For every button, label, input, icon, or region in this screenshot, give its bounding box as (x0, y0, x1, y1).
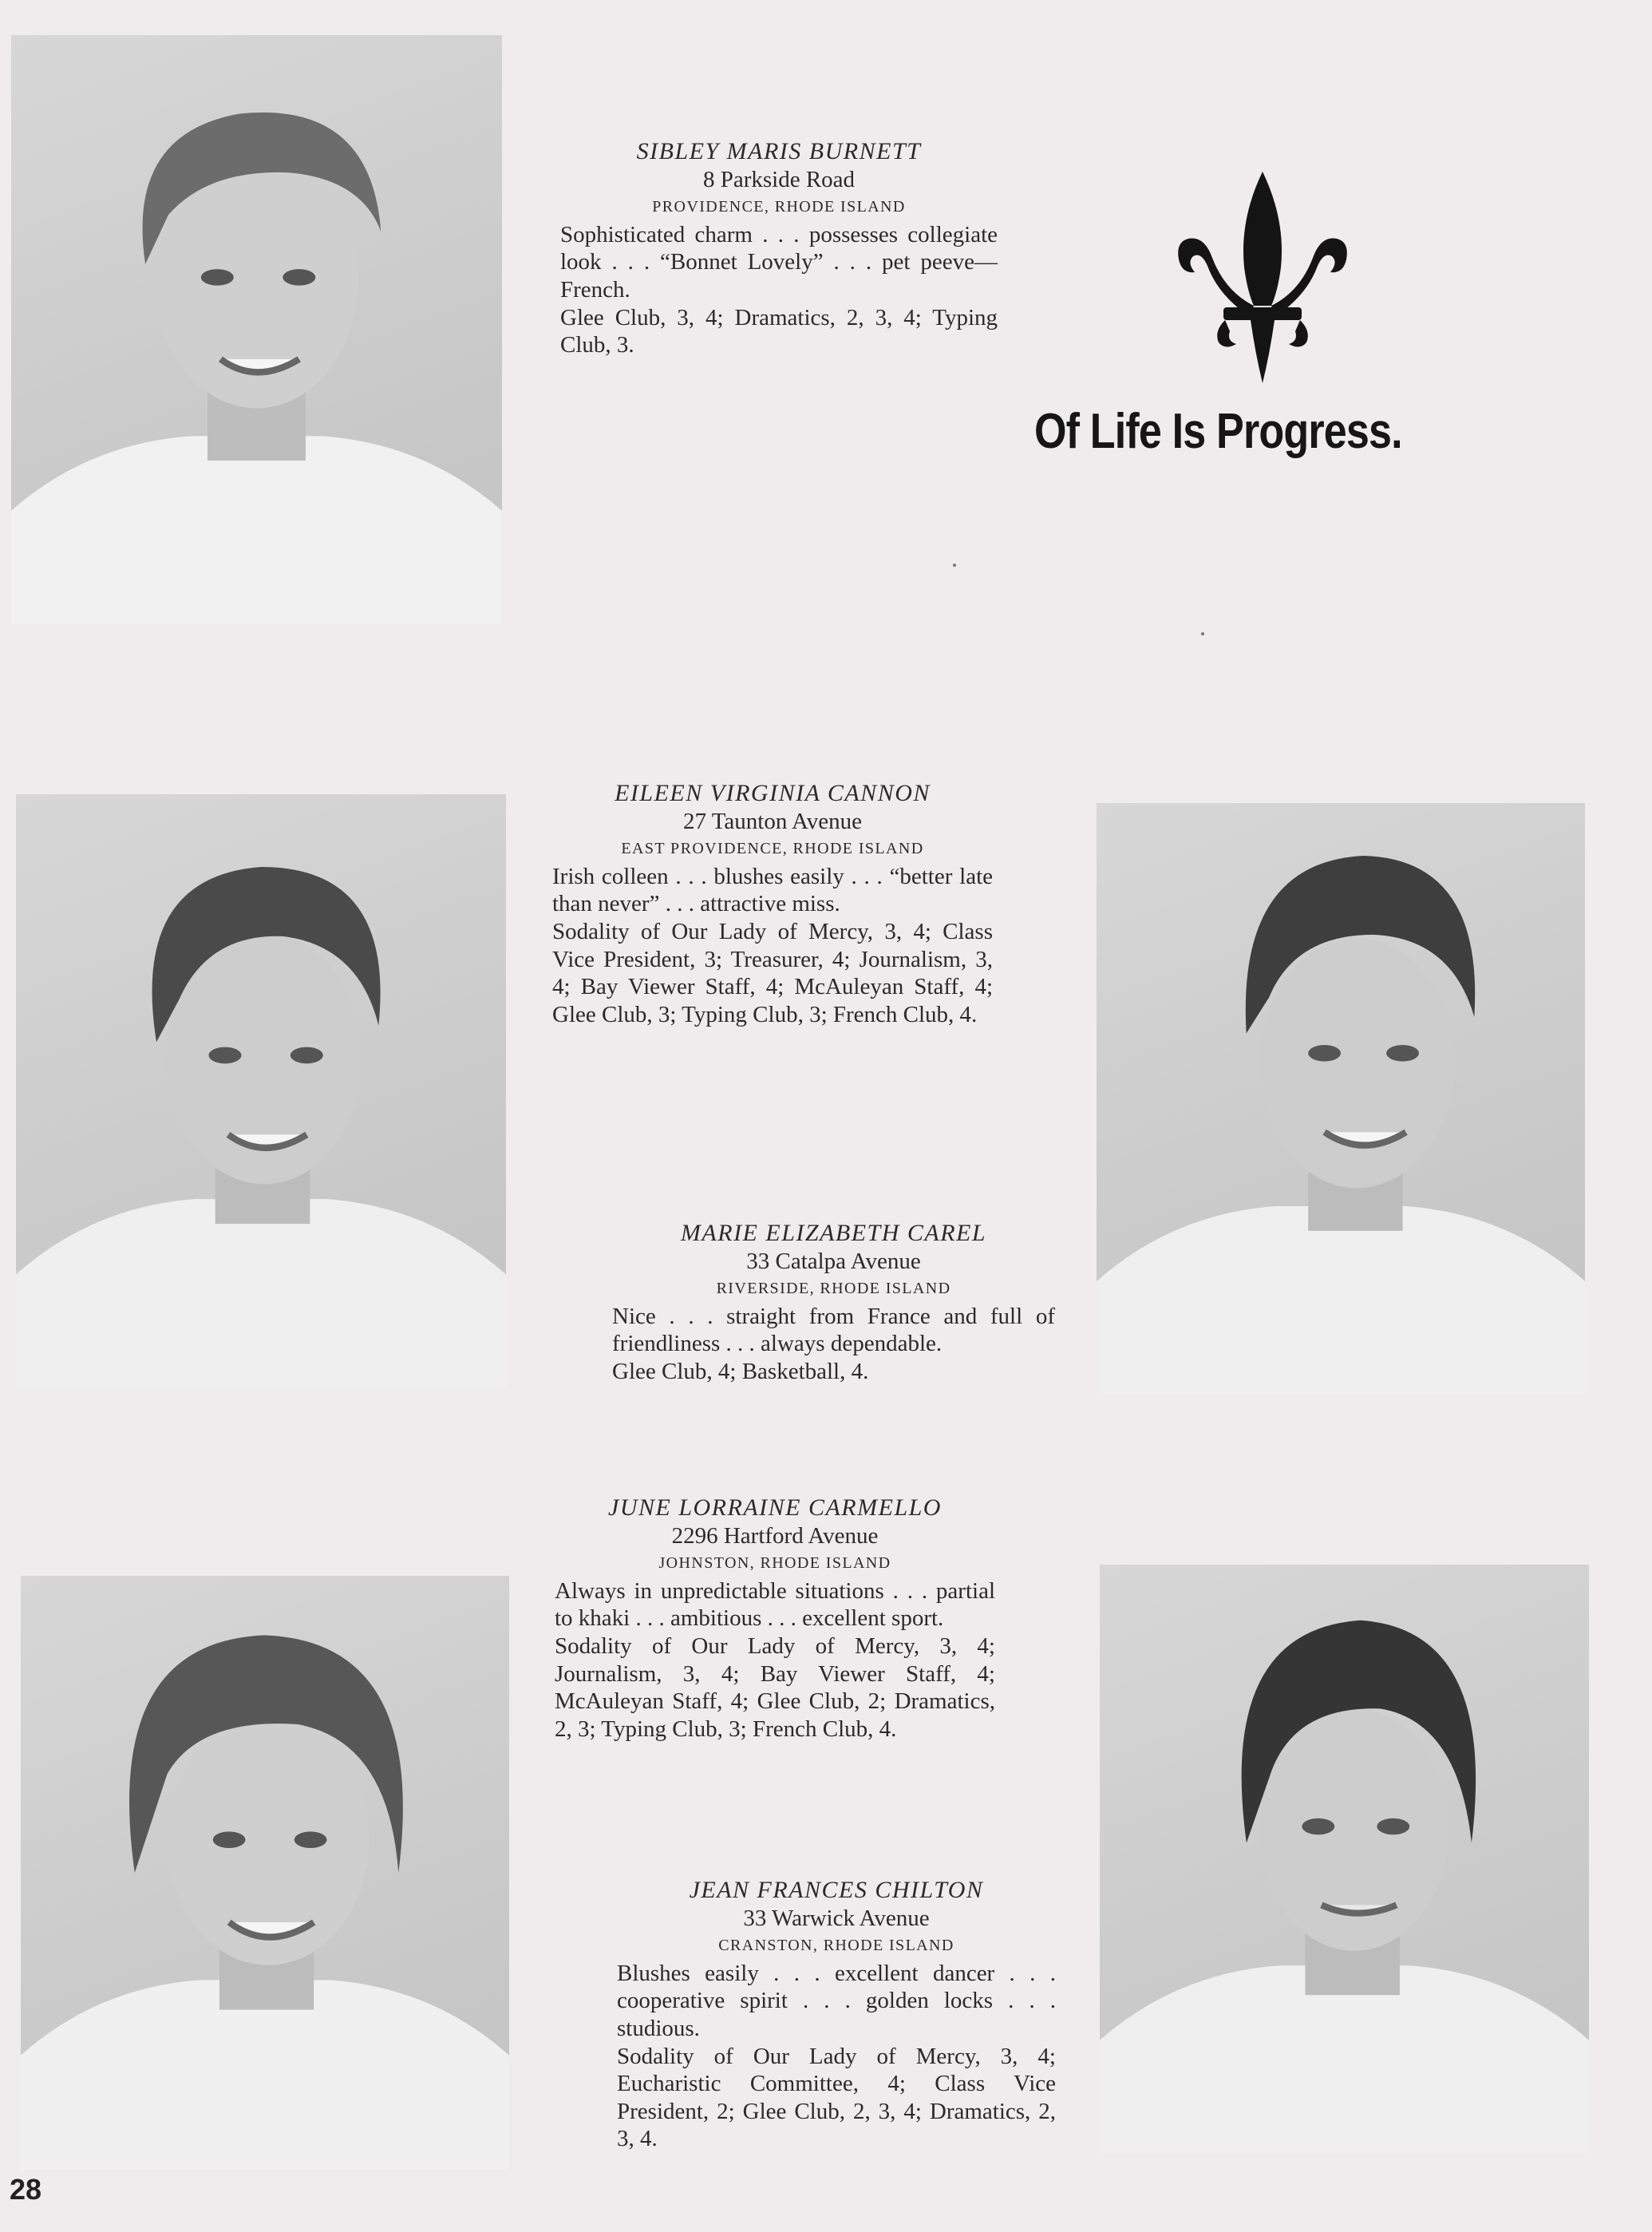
senior-description: Blushes easily . . . excellent dancer . . . cooperative spirit . . . golden locks . . . studious. (617, 1960, 1056, 2041)
senior-description: Always in unpredictable situations . . . partial to khaki . . . ambitious . . . excellent sport. (555, 1577, 995, 1632)
senior-name: JEAN FRANCES CHILTON (689, 1877, 984, 1903)
motto-heading: Of Life Is Progress. (1034, 404, 1402, 459)
senior-bio-burnett (560, 138, 998, 359)
senior-bio-cannon (552, 780, 993, 1028)
senior-address: 8 Parkside Road (702, 166, 856, 192)
senior-name: MARIE ELIZABETH CAREL (680, 1220, 987, 1246)
senior-bio-chilton (617, 1877, 1056, 2153)
senior-activities: Glee Club, 3, 4; Dramatics, 2, 3, 4; Typing Club, 3. (560, 304, 998, 358)
portrait-photo-carel (1097, 803, 1585, 1395)
portrait-photo-chilton (1100, 1565, 1589, 2154)
senior-town: PROVIDENCE, RHODE ISLAND (652, 198, 906, 216)
senior-description: Nice . . . straight from France and full of friendliness . . . always dependable. (612, 1303, 1055, 1357)
senior-activities: Sodality of Our Lady of Mercy, 3, 4; Class Vice President, 3; Treasurer, 4; Journalism, 3, 4; Bay Viewer Staff, 4; McAuleyan Staff, 4; Glee Club, 3; Typing Club, 3; French Club, 4. (552, 918, 993, 1027)
senior-description: Irish colleen . . . blushes easily . . . “better late than never” . . . attractive miss. (552, 863, 993, 917)
senior-address: 33 Warwick Avenue (743, 1905, 930, 1931)
senior-name: SIBLEY MARIS BURNETT (636, 138, 922, 164)
senior-name: EILEEN VIRGINIA CANNON (615, 780, 931, 806)
senior-bio-carmello (555, 1494, 995, 1743)
print-speck (953, 564, 956, 567)
fleur-de-lis-icon (1177, 172, 1349, 383)
senior-activities: Sodality of Our Lady of Mercy, 3, 4; Journalism, 3, 4; Bay Viewer Staff, 4; McAuleyan Staff, 4; Glee Club, 2; Dramatics, 2, 3; Typing Club, 3; French Club, 4. (555, 1632, 995, 1742)
senior-town: EAST PROVIDENCE, RHODE ISLAND (621, 840, 924, 858)
portrait-photo-cannon (16, 794, 506, 1389)
senior-name: JUNE LORRAINE CARMELLO (608, 1494, 942, 1521)
senior-town: JOHNSTON, RHODE ISLAND (658, 1554, 891, 1573)
page-number: 28 (10, 2173, 42, 2206)
senior-town: CRANSTON, RHODE ISLAND (718, 1937, 954, 1955)
portrait-photo-carmello (21, 1576, 509, 2170)
senior-bio-carel (612, 1220, 1055, 1386)
senior-activities: Glee Club, 4; Basketball, 4. (612, 1358, 869, 1384)
senior-activities: Sodality of Our Lady of Mercy, 3, 4; Eucharistic Committee, 4; Class Vice President, 2; Glee Club, 2, 3, 4; Dramatics, 2, 3, 4. (617, 2043, 1056, 2152)
portrait-photo-burnett (11, 35, 502, 624)
senior-address: 33 Catalpa Avenue (746, 1248, 921, 1274)
senior-address: 2296 Hartford Avenue (671, 1522, 879, 1549)
senior-town: RIVERSIDE, RHODE ISLAND (716, 1280, 951, 1298)
print-speck (1201, 632, 1204, 635)
senior-address: 27 Taunton Avenue (682, 808, 863, 834)
senior-description: Sophisticated charm . . . possesses collegiate look . . . “Bonnet Lovely” . . . pet peeve—French. (560, 221, 998, 303)
